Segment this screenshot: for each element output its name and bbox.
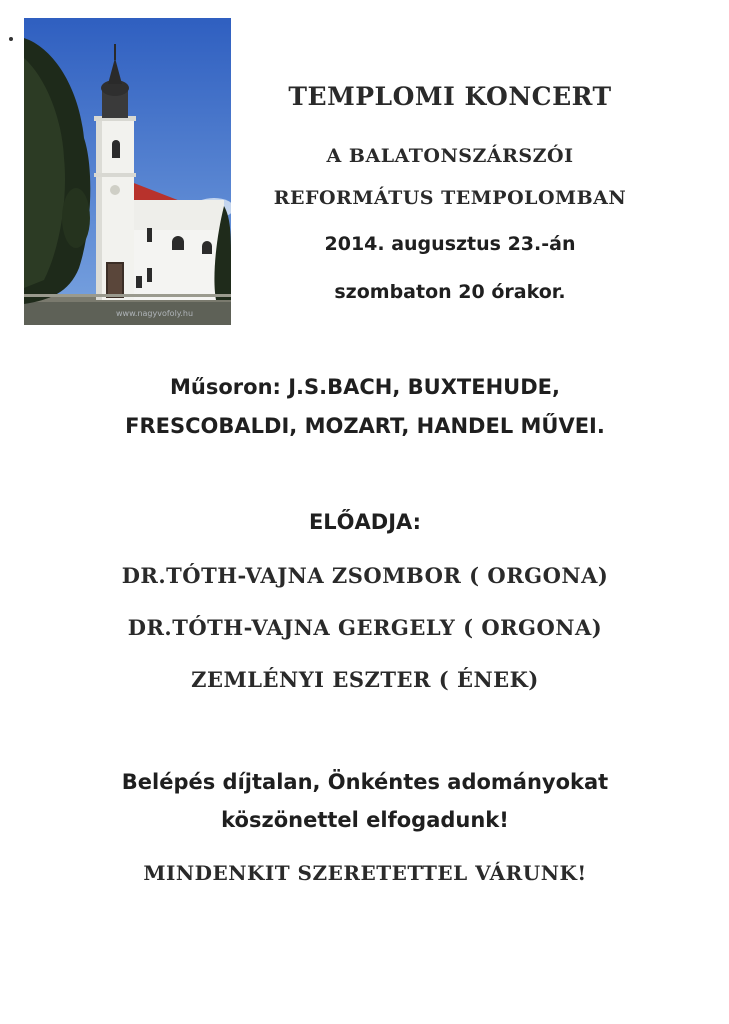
concert-title: TEMPLOMI KONCERT: [288, 82, 612, 111]
program-line-2: FRESCOBALDI, MOZART, HANDEL MŰVEI.: [125, 414, 605, 438]
performer-2: DR.TÓTH-VAJNA GERGELY ( ORGONA): [127, 615, 603, 640]
performers-heading: ELŐADJA:: [308, 510, 422, 534]
church-photo: [24, 18, 231, 325]
performer-1: DR.TÓTH-VAJNA ZSOMBOR ( ORGONA): [121, 563, 609, 588]
entry-info-line-1: Belépés díjtalan, Önkéntes adományokat: [121, 770, 609, 794]
photo-watermark: www.nagyvofoly.hu: [116, 309, 194, 318]
welcome-line: MINDENKIT SZERETETTEL VÁRUNK!: [143, 861, 587, 885]
performer-3: ZEMLÉNYI ESZTER ( ÉNEK): [191, 667, 539, 692]
scan-speck: [9, 37, 13, 41]
entry-info-line-2: köszönettel elfogadunk!: [221, 808, 509, 832]
concert-time: szombaton 20 órakor.: [334, 281, 566, 303]
venue-line-1: A BALATONSZÁRSZÓI: [326, 145, 574, 167]
program-line-1: Műsoron: J.S.BACH, BUXTEHUDE,: [170, 375, 560, 399]
concert-date: 2014. augusztus 23.-án: [324, 233, 576, 255]
venue-line-2: REFORMÁTUS TEMPOLOMBAN: [273, 187, 627, 209]
